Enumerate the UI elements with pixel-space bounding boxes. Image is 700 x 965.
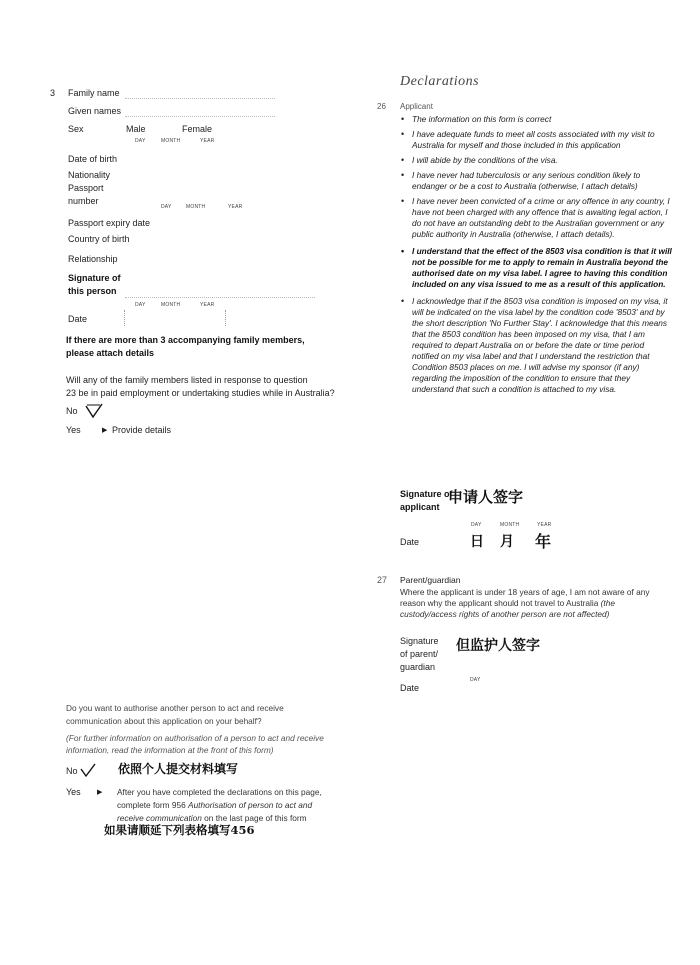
declaration-item: • I have never been convicted of a crime or any offence in any country, I have not been charged with any offence that is awaiting legal action, I do not have an outstanding debt to the Australian government or any public authority in Australia (otherwise, I attach details). [400,196,672,240]
declarations-title: Declarations [400,74,480,89]
family-signature-field[interactable] [125,297,315,298]
guardian-statement-italic: (the custody/access rights of another person are not affected) [400,598,615,619]
given-names-label: Given names [68,106,122,116]
form-956-title-part1: Authorisation of person to act and [188,800,313,810]
sex-label: Sex [68,124,84,134]
passport-label: Passport [68,183,104,193]
guardian-day-label: DAY [470,677,481,683]
applicant-label: applicant [400,502,440,512]
declaration-item: • I will abide by the conditions of the visa. [400,155,672,166]
passport-number-label: number [68,196,99,206]
authorise-yes-label: Yes [66,787,81,797]
question-number-26: 26 [377,102,386,111]
guardian-statement-text: Where the applicant is under 18 years of age, I am not aware of any reason why the applicant should not travel to Australia [400,587,650,608]
complete-form-956-text: complete form 956 [117,800,186,810]
applicant-signature-handwriting[interactable]: 申请人签字 [448,488,524,506]
authorise-no-checkmark[interactable] [79,762,97,778]
provide-details-arrow-icon: ▶ [102,427,108,434]
applicant-heading: Applicant [400,102,433,111]
form-956-title-part2: receive communication [117,813,202,823]
bottom-handwriting-note[interactable]: 如果请顺延下列表格填写456 [104,823,255,837]
employment-question-line2: 23 be in paid employment or undertaking studies while in Australia? [66,388,335,398]
dob-year-label: YEAR [200,138,215,144]
applicant-date-label: Date [400,537,420,547]
guardian-signature-label: Signature [400,636,439,646]
authorise-note-line2: information, read the information at the front of this form) [66,745,274,755]
authorise-question-line1: Do you want to authorise another person to act and receive [66,703,284,713]
authorise-arrow-icon: ▶ [97,789,103,796]
authorise-no-label: No [66,766,78,776]
country-of-birth-label: Country of birth [68,234,130,244]
family-date-field[interactable] [124,310,226,326]
employment-no-checkmark[interactable] [84,402,104,420]
declaration-item-8503: • I understand that the effect of the 8503 visa condition is that it will not be possible for me to apply to remain in Australia beyond the authorised date on my visa label. I agree to having this condition included on any visa issued to me as a result of this application. [400,246,672,290]
passport-day-label: DAY [161,204,172,210]
given-names-field[interactable] [125,116,275,117]
family-name-field[interactable] [125,98,275,99]
family-date-label: Date [68,314,88,324]
authorise-after-line1: After you have completed the declarations on this page, [117,787,322,797]
declaration-item: • I have never had tuberculosis or any serious condition likely to endanger or be a cost to Australia (otherwise, I attach details) [400,170,672,192]
family-name-label: Family name [68,88,120,98]
this-person-label: this person [68,286,117,296]
guardian-label: guardian [400,662,436,672]
applicant-year-label: YEAR [537,522,552,528]
sig-month-label: MONTH [161,302,181,308]
dob-day-label: DAY [135,138,146,144]
passport-expiry-label: Passport expiry date [68,218,151,228]
applicant-signature-label: Signature of [400,489,453,499]
passport-year-label: YEAR [228,204,243,210]
dob-month-label: MONTH [161,138,181,144]
authorise-no-handwriting[interactable]: 依照个人提交材料填写 [118,762,239,776]
female-label: Female [182,124,213,134]
declaration-item: • I have adequate funds to meet all costs associated with my visit to Australia for myself and those included in this application [400,129,672,151]
employment-question-line1: Will any of the family members listed in response to question [66,375,308,385]
signature-of-label: Signature of [68,273,121,283]
handwritten-year[interactable]: 年 [535,532,552,551]
question-number-3: 3 [50,88,56,98]
guardian-date-label: Date [400,683,420,693]
guardian-signature-handwriting[interactable]: 但监护人签字 [456,638,540,654]
authorise-after-line2 [117,800,312,810]
last-page-text: on the last page of this form [204,813,307,823]
applicant-day-label: DAY [471,522,482,528]
declaration-item: • The information on this form is correct [400,114,672,125]
authorise-note-line1: (For further information on authorisation of a person to act and receive [66,733,324,743]
authorise-question-line2: communication about this application on your behalf? [66,716,262,726]
employment-yes-label: Yes [66,425,81,435]
relationship-label: Relationship [68,254,118,264]
handwritten-month[interactable]: 月 [500,534,514,550]
guardian-of-parent-label: of parent/ [400,649,439,659]
sig-day-label: DAY [135,302,146,308]
more-members-note: If there are more than 3 accompanying family members, [66,335,305,345]
date-of-birth-label: Date of birth [68,154,118,164]
guardian-statement [400,587,672,620]
passport-month-label: MONTH [186,204,206,210]
handwritten-day[interactable]: 日 [470,534,484,550]
male-label: Male [126,124,146,134]
provide-details-label: Provide details [112,425,172,435]
question-number-27: 27 [377,575,388,585]
nationality-label: Nationality [68,170,111,180]
employment-no-label: No [66,406,78,416]
guardian-heading: Parent/guardian [400,575,461,585]
sig-year-label: YEAR [200,302,215,308]
declaration-list [400,114,672,399]
declaration-item-acknowledge: • I acknowledge that if the 8503 visa condition is imposed on my visa, it will be indicated on the visa label by the condition code '8503' and by the short description 'No Further Stay'. I acknowledge that this means that the 8503 condition has been imposed on my visa, that I am required to depart Australia on or before the date or time period notified on my visa label and that I understand the restriction that Condition 8503 places on me. I will advise my sponsor (if any) regarding the imposition of the condition to ensure that they understand that such a condition is attached to my visa. [400,296,672,395]
applicant-month-label: MONTH [500,522,520,528]
attach-details-note: please attach details [66,348,155,358]
